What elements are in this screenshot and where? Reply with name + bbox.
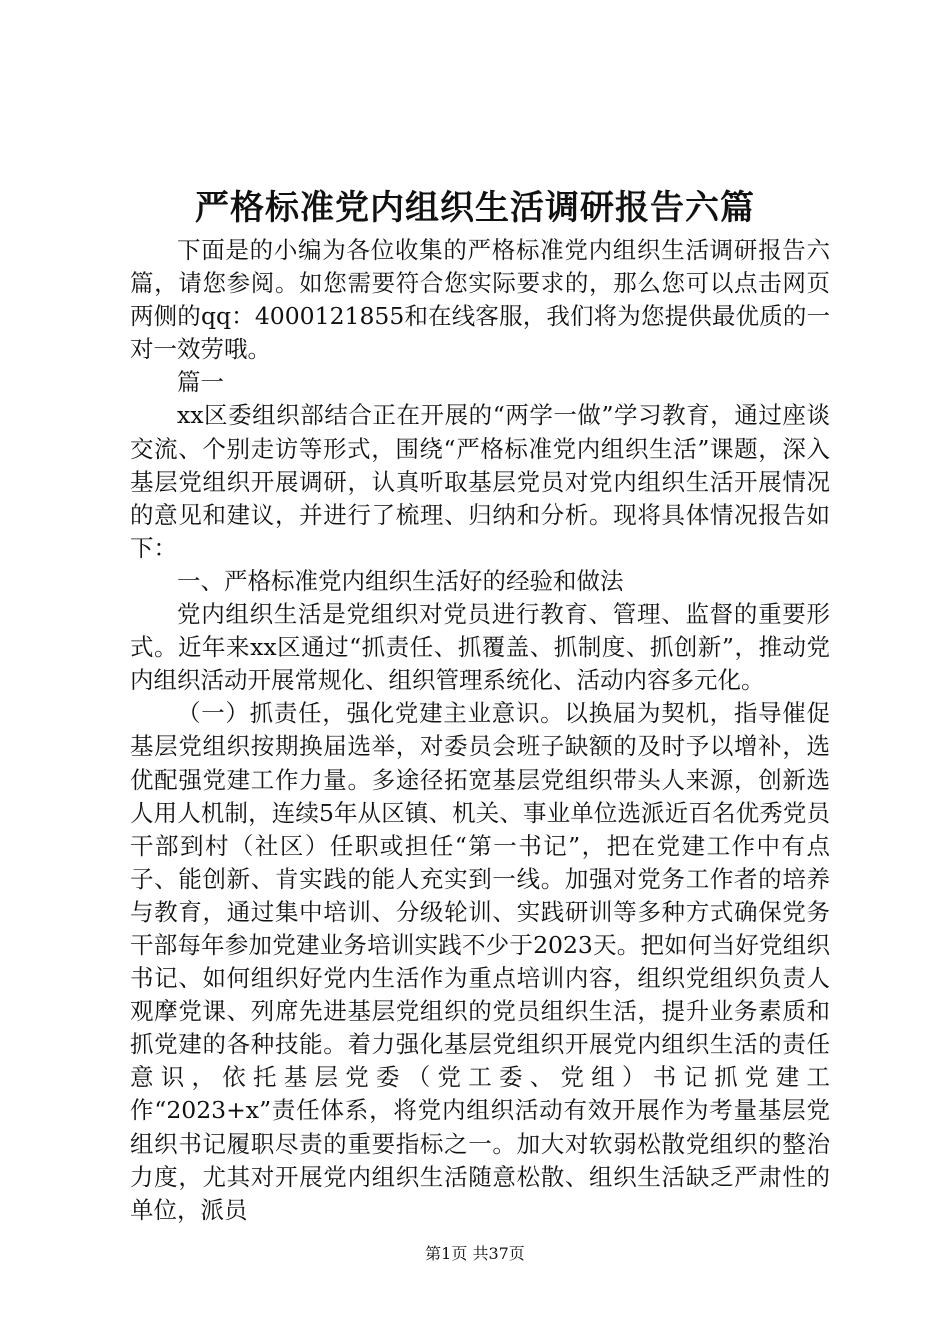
section-label: 篇一 — [177, 368, 224, 397]
page-footer: 第1页 共37页 — [425, 1244, 525, 1263]
body-paragraph: 党内组织生活是党组织对党员进行教育、管理、监督的重要形式。近年来xx区通过“抓责任、抓覆盖、抓制度、抓创新”，推动党内组织活动开展常规化、组织管理系统化、活动内容多元化。 — [130, 600, 830, 695]
document-body — [130, 234, 830, 1227]
section-heading: 一、严格标准党内组织生活好的经验和做法 — [177, 566, 624, 595]
document-title: 严格标准党内组织生活调研报告六篇 — [195, 188, 755, 228]
body-paragraph: xx区委组织部结合正在开展的“两学一做”学习教育，通过座谈交流、个别走访等形式，围绕“严格标准党内组织生活”课题，深入基层党组织开展调研，认真听取基层党员对党内组织生活开展情况的意见和建议，并进行了梳理、归纳和分析。现将具体情况报告如下： — [130, 401, 830, 562]
intro-paragraph: 下面是的小编为各位收集的严格标准党内组织生活调研报告六篇，请您参阅。如您需要符合您实际要求的，那么您可以点击网页两侧的qq：4000121855和在线客服，我们将为您提供最优质的一对一效劳哦。 — [130, 236, 830, 364]
body-paragraph: （一）抓责任，强化党建主业意识。以换届为契机，指导催促基层党组织按期换届选举，对委员会班子缺额的及时予以增补，选优配强党建工作力量。多途径拓宽基层党组织带头人来源，创新选人用人机制，连续5年从区镇、机关、事业单位选派近百名优秀党员干部到村（社区）任职或担任“第一书记”，把在党建工作中有点子、能创新、肯实践的能人充实到一线。加强对党务工作者的培养与教育，通过集中培训、分级轮训、实践研训等多种方式确保党务干部每年参加党建业务培训实践不少于2023天。把如何当好党组织书记、如何组织好党内生活作为重点培训内容，组织党组织负责人观摩党课、列席先进基层党组织的党员组织生活，提升业务素质和抓党建的各种技能。着力强化基层党组织开展党内组织生活的责任意识，依托基层党委（党工委、党组）书记抓党建工作“2023+x”责任体系，将党内组织活动有效开展作为考量基层党组织书记履职尽责的重要指标之一。加大对软弱松散党组织的整治力度，尤其对开展党内组织生活随意松散、组织生活缺乏严肃性的单位，派员 — [130, 699, 830, 1224]
